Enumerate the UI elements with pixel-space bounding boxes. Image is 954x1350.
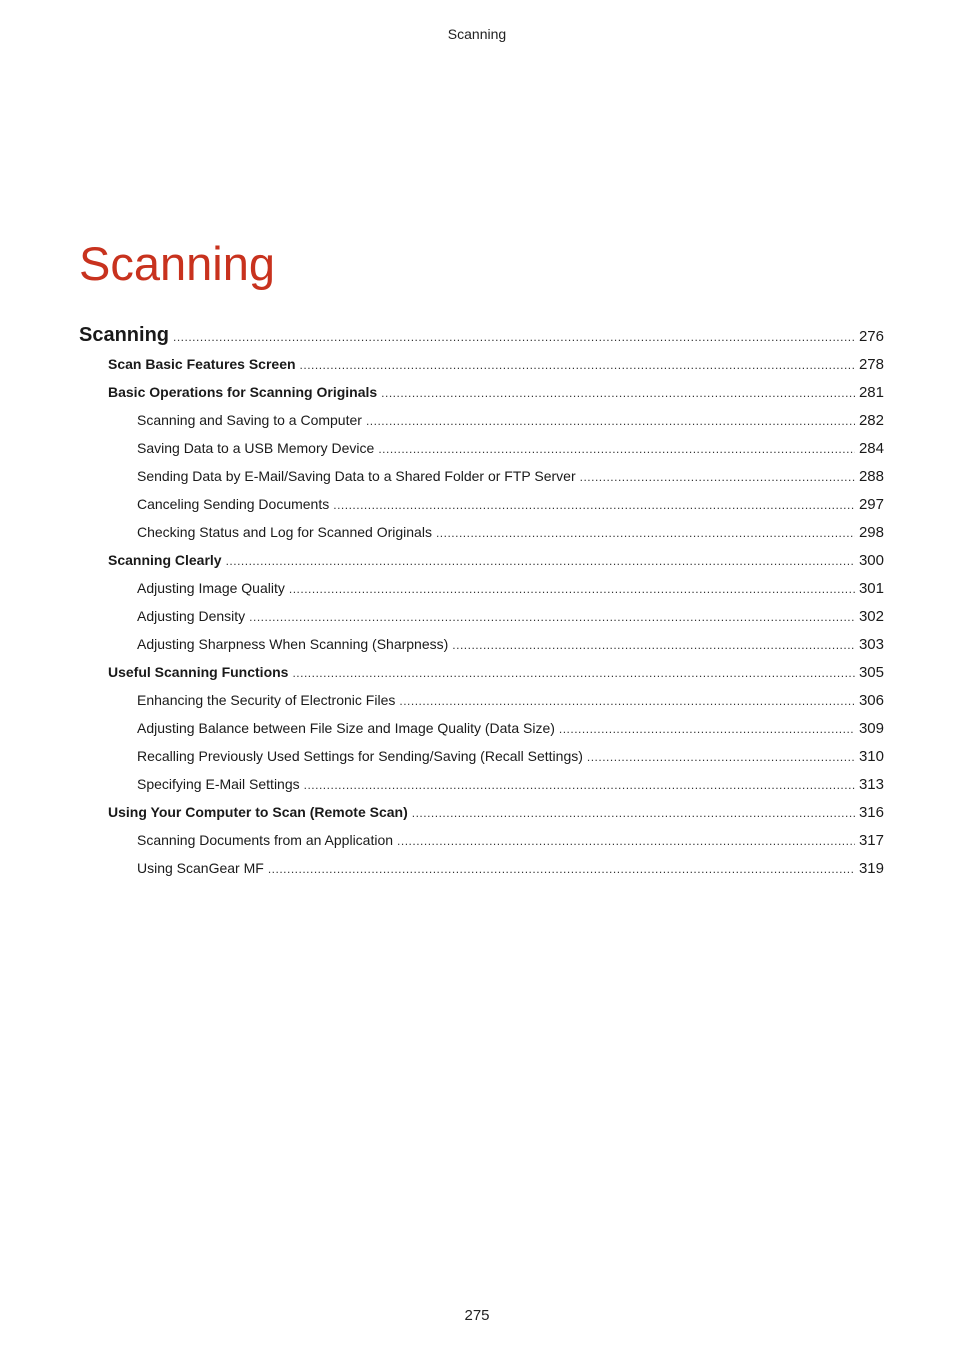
toc-entry[interactable] [79,798,884,826]
toc-entry-page: 288 [858,468,884,485]
toc-entry-page: 282 [858,412,884,429]
dot-leader [452,631,855,658]
toc-entry[interactable] [79,602,884,630]
toc-entry-label: Canceling Sending Documents [137,496,330,512]
toc-entry-page: 298 [858,524,884,541]
toc-entry-label: Basic Operations for Scanning Originals [108,384,378,400]
toc-entry-label: Recalling Previously Used Settings for Sending/Saving (Recall Settings) [137,748,583,764]
toc-entry-label: Using Your Computer to Scan (Remote Scan) [108,804,408,820]
dot-leader [333,491,855,518]
toc-entry-page: 278 [858,356,884,373]
toc-entry[interactable] [79,462,884,490]
dot-leader [366,407,855,434]
toc-entry[interactable] [79,490,884,518]
toc-entry-label: Specifying E-Mail Settings [137,776,300,792]
toc-entry-page: 281 [858,384,884,401]
dot-leader [399,687,855,714]
toc-entry-page: 284 [858,440,884,457]
toc-entry[interactable] [79,742,884,770]
toc-entry-page: 317 [858,832,884,849]
toc-entry-page: 313 [858,776,884,793]
toc-entry[interactable] [79,518,884,546]
running-header: Scanning [447,26,507,42]
toc-entry-label: Scan Basic Features Screen [108,356,296,372]
toc-entry-page: 319 [858,860,884,877]
dot-leader [436,519,855,546]
toc-entry[interactable] [79,714,884,742]
toc-entry-label: Scanning Documents from an Application [137,832,394,848]
toc-entry-page: 297 [858,496,884,513]
dot-leader [378,435,855,462]
dot-leader [289,575,855,602]
toc-entry[interactable] [79,434,884,462]
toc-entry-label: Adjusting Sharpness When Scanning (Sharpness) [137,636,449,652]
dot-leader [292,659,855,686]
toc-entry[interactable] [79,406,884,434]
toc-entry-label: Scanning and Saving to a Computer [137,412,362,428]
toc-entry-label: Enhancing the Security of Electronic Files [137,692,396,708]
toc-entry-label: Checking Status and Log for Scanned Originals [137,524,432,540]
toc-entry-label: Using ScanGear MF [137,860,264,876]
toc-entry-page: 301 [858,580,884,597]
toc-entry-label: Scanning [79,324,170,346]
toc-entry-label: Adjusting Image Quality [137,580,285,596]
toc-entry-page: 305 [858,664,884,681]
dot-leader [226,547,855,574]
dot-leader [559,715,855,742]
toc-entry[interactable] [79,574,884,602]
table-of-contents [79,320,884,882]
dot-leader [249,603,855,630]
toc-entry-label: Adjusting Density [137,608,246,624]
dot-leader [580,463,855,490]
toc-entry-label: Sending Data by E-Mail/Saving Data to a Shared Folder or FTP Server [137,468,576,484]
toc-entry[interactable] [79,854,884,882]
toc-entry[interactable] [79,686,884,714]
dot-leader [304,771,855,798]
dot-leader [300,351,855,378]
chapter-title: Scanning [79,237,275,290]
dot-leader [587,743,855,770]
toc-entry-page: 302 [858,608,884,625]
dot-leader [268,855,855,882]
toc-entry[interactable] [79,826,884,854]
toc-entry-label: Useful Scanning Functions [108,664,289,680]
toc-entry-page: 303 [858,636,884,653]
toc-entry-page: 306 [858,692,884,709]
toc-entry-page: 300 [858,552,884,569]
toc-entry-label: Saving Data to a USB Memory Device [137,440,375,456]
dot-leader [412,799,855,826]
toc-entry-page: 276 [858,328,884,345]
toc-entry[interactable] [79,350,884,378]
toc-entry[interactable] [79,658,884,686]
page-number: 275 [464,1307,490,1324]
toc-entry[interactable] [79,630,884,658]
dot-leader [381,379,855,406]
toc-entry-page: 309 [858,720,884,737]
toc-entry[interactable] [79,378,884,406]
dot-leader [173,322,855,350]
toc-entry-page: 310 [858,748,884,765]
toc-entry-label: Adjusting Balance between File Size and Image Quality (Data Size) [137,720,555,736]
toc-entry[interactable] [79,320,884,350]
toc-entry-label: Scanning Clearly [108,552,222,568]
toc-entry-page: 316 [858,804,884,821]
toc-entry[interactable] [79,770,884,798]
toc-entry[interactable] [79,546,884,574]
dot-leader [397,827,855,854]
